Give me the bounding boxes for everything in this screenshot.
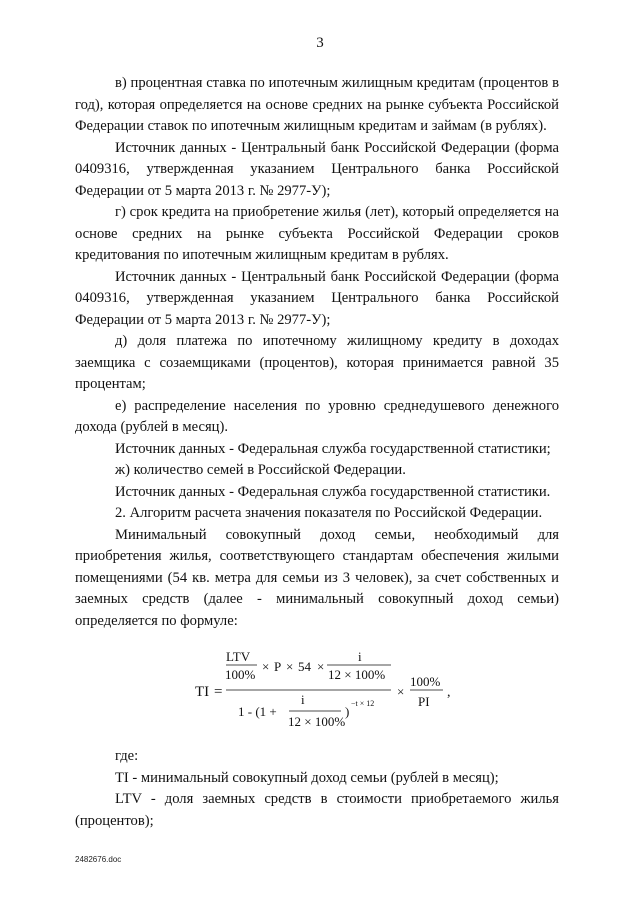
paragraph-source-rosstat-2: Источник данных - Федеральная служба государственной статистики.: [115, 483, 551, 500]
formula: [195, 644, 495, 739]
variables-list: [75, 746, 559, 832]
body-text: [75, 73, 559, 632]
formula-comma: ,: [447, 685, 451, 700]
paragraph-item-zh: ж) количество семей в Российской Федерации.: [115, 462, 406, 478]
formula-fifty-four: 54: [298, 659, 311, 674]
page-number: 3: [316, 35, 324, 51]
formula-pct-numerator: 100%: [410, 674, 441, 689]
formula-lhs: TI: [195, 684, 210, 700]
formula-times-3: ×: [317, 659, 325, 674]
formula-p: P: [274, 659, 282, 674]
paragraph-item-v: в) процентная ставка по ипотечным жилищным кредитам (процентов в год), которая определяется на основе средних на рынке субъекта Российской Федерации ставок по ипотечным жилищным кредитам и займам (в рублях).: [75, 75, 559, 134]
formula-i-denominator: 12 × 100%: [328, 667, 386, 682]
formula-times-1: ×: [262, 659, 270, 674]
paragraph-item-d: д) доля платежа по ипотечному жилищному кредиту в доходах заемщика с созаемщиками (процентов), которая принимается равной 35 процентам;: [75, 333, 559, 392]
paragraph-source-rosstat-1: Источник данных - Федеральная служба государственной статистики;: [115, 440, 551, 457]
formula-i-bottom-denominator: 12 × 100%: [288, 714, 346, 729]
paragraph-where: где:: [115, 748, 139, 764]
formula-close-paren: ): [345, 704, 350, 719]
paragraph-ti-definition: TI - минимальный совокупный доход семьи (рублей в месяц);: [115, 769, 499, 786]
formula-svg: [195, 644, 495, 739]
paragraph-source-cbr-1: Источник данных - Центральный банк Российской Федерации (форма 0409316, утвержденная указанием Центрального банка Российской Федерации от 5 марта 2013 г. № 2977-У);: [75, 139, 559, 199]
formula-pi: PI: [418, 694, 430, 709]
formula-equals: =: [214, 684, 223, 700]
formula-one-minus: 1 - (1 +: [238, 704, 277, 719]
formula-times-4: ×: [397, 684, 405, 699]
paragraph-item-e: е) распределение населения по уровню среднедушевого денежного дохода (рублей в месяц).: [75, 397, 559, 435]
formula-times-2: ×: [286, 659, 294, 674]
paragraph-ltv-definition: LTV - доля заемных средств в стоимости приобретаемого жилья (процентов);: [75, 791, 559, 829]
footer-filename: 2482676.doc: [75, 855, 122, 864]
formula-i-top: i: [358, 649, 362, 664]
paragraph-algorithm-heading: 2. Алгоритм расчета значения показателя по Российской Федерации.: [115, 505, 543, 521]
formula-i-bottom: i: [301, 692, 305, 707]
formula-ltv-denominator: 100%: [225, 667, 256, 682]
formula-ltv: LTV: [226, 649, 251, 664]
paragraph-item-g: г) срок кредита на приобретение жилья (лет), который определяется на основе средних на рынке субъекта Российской Федерации сроков кредитования по ипотечным жилищным кредитам в рублях.: [75, 204, 559, 263]
paragraph-min-income-definition: Минимальный совокупный доход семьи, необходимый для приобретения жилья, соответствующего стандартам обеспечения жилыми помещениями (54 кв. метра для семьи из 3 человек), за счет собственных и заемных средств (далее - минимальный совокупный доход семьи) определяется по формуле:: [75, 526, 559, 629]
paragraph-source-cbr-2: Источник данных - Центральный банк Российской Федерации (форма 0409316, утвержденная указанием Центрального банка Российской Федерации от 5 марта 2013 г. № 2977-У);: [75, 268, 559, 328]
formula-exponent: −t × 12: [351, 699, 375, 708]
